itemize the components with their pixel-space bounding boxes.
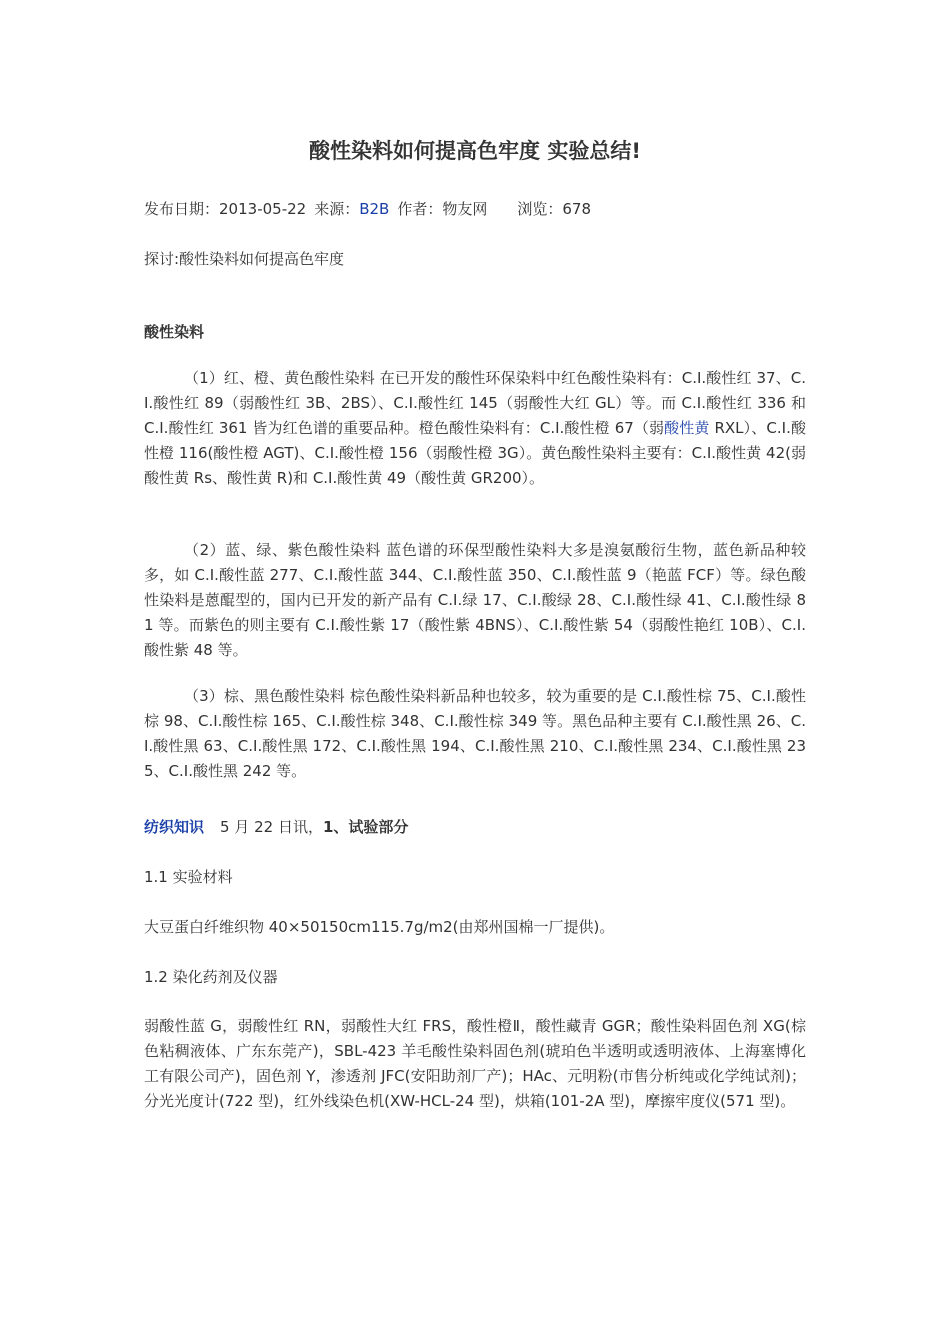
paragraph-text: RXL）、C.I.酸性橙 116(酸性橙 AGT)、C.I.酸性橙 156（弱酸性橙 3G）。黄色酸性染料主要有：C.I.酸性黄 42(弱酸性黄 Rs、酸性黄 R)和 C.I.酸性黄 49（酸性黄 GR200）。 [144,419,806,487]
news-line [144,815,408,839]
publish-date: 2013-05-22 [219,200,307,218]
reagents-paragraph: 弱酸性蓝 G，弱酸性红 RN，弱酸性大红 FRS，酸性橙Ⅱ，酸性藏青 GGR；酸性染料固色剂 XG(棕色粘稠液体、广东东莞产)，SBL-423 羊毛酸性染料固色剂(琥珀色半透明或透明液体、上海塞博化工有限公司产)，固色剂 Y，渗透剂 JFC(安阳助剂厂产)；HAc、元明粉(市售分析纯或化学纯试剂)；分光光度计(722 型)，红外线染色机(XW-HCL-24 型)，烘箱(101-2A 型)，摩擦牢度仪(571 型)。 [144,1017,806,1110]
section-1-1-heading: 1.1 实验材料 [144,868,233,886]
experiment-section-heading: 1、试验部分 [322,818,409,836]
paragraph-blue-green-purple: （2）蓝、绿、紫色酸性染料 蓝色谱的环保型酸性染料大多是溴氨酸衍生物，蓝色新品种较多，如 C.I.酸性蓝 277、C.I.酸性蓝 344、C.I.酸性蓝 350、C.I.酸性蓝 9（艳蓝 FCF）等。绿色酸性染料是蒽醌型的，国内已开发的新产品有 C.I.绿 17、C.I.酸绿 28、C.I.酸性绿 41、C.I.酸性绿 81 等。而紫色的则主要有 C.I.酸性紫 17（酸性紫 4BNS）、C.I.酸性紫 54（弱酸性艳红 10B）、C.I.酸性紫 48 等。 [144,541,806,659]
source-link[interactable]: B2B [359,200,390,218]
source-label: 来源： [314,200,360,218]
section-1-2-heading: 1.2 染化药剂及仪器 [144,968,278,986]
date-label: 发布日期： [144,200,220,218]
acid-yellow-link[interactable]: 酸性黄 [664,419,710,437]
views-label: 浏览： [517,200,563,218]
paragraph-text: （1）红、橙、黄色酸性染料 在已开发的酸性环保染料中红色酸性染料有：C.I.酸性红 37、C.I.酸性红 89（弱酸性红 3B、2BS）、C.I.酸性红 145（弱酸性大红 GL）等。而 C.I.酸性红 336 和 C.I.酸性红 361 皆为红色谱的重要品种。橙色酸性染料有：C.I.酸性橙 67（弱 [144,369,806,437]
article-meta [144,197,591,221]
textile-knowledge-link[interactable]: 纺织知识 [144,818,205,836]
views-count: 678 [562,200,592,218]
paragraph-brown-black: （3）棕、黑色酸性染料 棕色酸性染料新品种也较多，较为重要的是 C.I.酸性棕 75、C.I.酸性棕 98、C.I.酸性棕 165、C.I.酸性棕 348、C.I.酸性棕 349 等。黑色品种主要有 C.I.酸性黑 26、C.I.酸性黑 63、C.I.酸性黑 172、C.I.酸性黑 194、C.I.酸性黑 210、C.I.酸性黑 234、C.I.酸性黑 235、C.I.酸性黑 242 等。 [144,687,806,780]
section-heading-acid-dyes: 酸性染料 [144,323,205,341]
author-name: 物友网 [442,200,488,218]
materials-text: 大豆蛋白纤维织物 40×50150cm115.7g/m2(由郑州国棉一厂提供)。 [144,918,615,936]
article-title: 酸性染料如何提高色牢度 实验总结! [309,139,641,163]
author-label: 作者： [397,200,443,218]
intro-text: 探讨:酸性染料如何提高色牢度 [144,250,345,268]
news-date-text: 5 月 22 日讯， [220,818,323,836]
paragraph-red-orange-yellow [144,366,806,491]
